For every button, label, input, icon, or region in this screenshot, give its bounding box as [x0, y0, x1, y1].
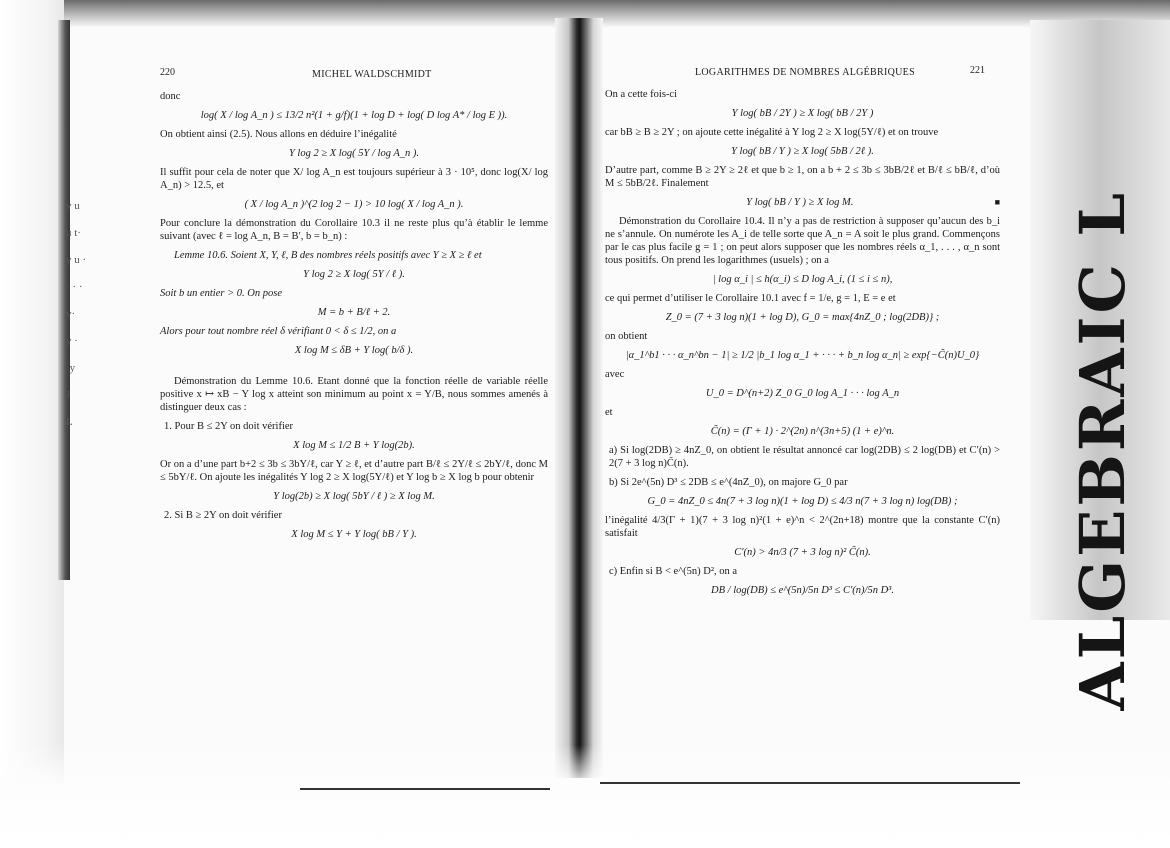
margin-scrap: u t· [66, 227, 81, 239]
scan-bottom-edge-left [300, 788, 550, 790]
case-paragraph: c) Enfin si B < e^(5n) D², on a [609, 566, 738, 577]
text-line: donc [160, 91, 181, 102]
margin-scrap: y · [66, 335, 78, 347]
equation: DB / log(DB) ≤ e^(5n)/5n D³ ≤ C′(n)/5n D³. [711, 585, 894, 596]
scan-left-edge [0, 0, 64, 848]
margin-scraps [66, 200, 126, 443]
scan-bottom-area [0, 745, 1170, 848]
case-heading: 2. Si B ≥ 2Y on doit vérifier [164, 510, 282, 521]
left-page [160, 66, 548, 706]
equation: G_0 = 4nZ_0 ≤ 4n(7 + 3 log n)(1 + log D) ≤ 4/3 n(7 + 3 log n) log(DB) ; [647, 496, 958, 507]
paragraph: Or on a d’une part b+2 ≤ 3b ≤ 3bY/ℓ, car Y ≥ ℓ, et d’autre part B/ℓ ≤ 2Y/ℓ ≤ 2bY/ℓ, donc M ≤ 5bY/ℓ. On ajoute les inégalités Y log 2 ≥ X log(5Y/ℓ) et Y log b ≥ X log b pour obtenir [160, 459, 548, 483]
running-head: MICHEL WALDSCHMIDT [312, 69, 432, 80]
spine-lettering: ALGEBRAIC L [1066, 190, 1139, 711]
proof-paragraph: Démonstration du Corollaire 10.4. Il n’y a pas de restriction à supposer qu’aucun des b_i ne s’annule. On numérote les A_i de telle sorte que A_n = A soit le plus grand. Commençons par le cas plus facile g = 1 ; on peut alors supposer que les nombres réels α_1, . . . , α_n sont tous positifs. On prend les logarithmes (usuels) ; on a [605, 216, 1000, 266]
equation: Y log( bB / Y ) ≥ X log( 5bB / 2ℓ ). [731, 146, 874, 157]
qed-mark: ■ [994, 197, 1000, 207]
text-line: et [605, 407, 613, 418]
margin-scrap: v u [66, 200, 80, 212]
running-head: LOGARITHMES DE NOMBRES ALGÉBRIQUES [695, 67, 915, 78]
equation: M = b + B/ℓ + 2. [317, 307, 391, 318]
equation: U_0 = D^(n+2) Z_0 G_0 log A_1 · · · log A_n [705, 388, 900, 399]
paragraph: Pour conclure la démonstration du Corollaire 10.3 il ne reste plus qu’à établir le lemme suivant (avec ℓ = log A_n, B = B′, b = b_n) : [160, 218, 548, 242]
scan-bottom-edge-right [600, 782, 1020, 784]
equation: C′(n) > 4n/3 (7 + 3 log n)² C̃(n). [734, 547, 871, 558]
equation: Y log 2 ≥ X log( 5Y / ℓ ). [303, 269, 405, 280]
margin-scrap: · · · [66, 281, 83, 293]
equation: X log M ≤ δB + Y log( b/δ ). [294, 345, 414, 356]
margin-scrap: ·y [66, 362, 76, 374]
equation: log( X / log A_n ) ≤ 13/2 n²(1 + g/f)(1 + log D + log( D log A* / log E )). [200, 110, 508, 121]
margin-scrap: y u · [66, 254, 87, 266]
text-line: avec [605, 369, 625, 380]
lemma-statement: Lemme 10.6. Soient X, Y, ℓ, B des nombres réels positifs avec Y ≥ X ≥ ℓ et [174, 250, 482, 261]
equation: X log M ≤ 1/2 B + Y log(2b). [293, 440, 415, 451]
equation: Y log(2b) ≥ X log( 5bY / ℓ ) ≥ X log M. [273, 491, 435, 502]
paragraph: l’inégalité 4/3(Γ + 1)(7 + 3 log n)²(1 + e)^n < 2^(2n+18) montre que la constante C′(n) satisfait [605, 515, 1000, 539]
case-paragraph: b) Si 2e^(5n) D³ ≤ 2DB ≤ e^(4nZ_0), on majore G_0 par [609, 477, 848, 488]
equation: | log α_i | ≤ h(α_i) ≤ D log A_i, (1 ≤ i ≤ n), [712, 274, 893, 285]
paragraph: ce qui permet d’utiliser le Corollaire 10.1 avec f = 1/e, g = 1, E = e et [605, 293, 896, 304]
left-page-header [160, 66, 548, 90]
paragraph: Il suffit pour cela de noter que X/ log A_n est toujours supérieur à 3 · 10⁵, donc log(X/ log A_n) > 12.5, et [160, 167, 548, 191]
page-number: 221 [970, 65, 985, 76]
page-number: 220 [160, 67, 175, 78]
case-paragraph: a) Si log(2DB) ≥ 4nZ_0, on obtient le résultat annoncé car log(2DB) ≤ 2 log(DB) et C′(n) > 2(7 + 3 log n)C̃(n). [609, 445, 1000, 469]
margin-scrap: L [66, 416, 73, 428]
equation: Y log 2 ≥ X log( 5Y / log A_n ). [288, 148, 420, 159]
paragraph: On obtient ainsi (2.5). Nous allons en déduire l’inégalité [160, 129, 397, 140]
equation: ( X / log A_n )^(2 log 2 − 1) > 10 log( X / log A_n ). [244, 199, 464, 210]
lemma-text: Soit b un entier > 0. On pose [160, 288, 282, 299]
equation: X log M ≤ Y + Y log( bB / Y ). [291, 529, 417, 540]
paragraph: car bB ≥ B ≥ 2Y ; on ajoute cette inégalité à Y log 2 ≥ X log(5Y/ℓ) et on trouve [605, 127, 939, 138]
equation: Z_0 = (7 + 3 log n)(1 + log D), G_0 = max{4nZ_0 ; log(2DB)} ; [665, 312, 940, 323]
equation: |α_1^b1 · · · α_n^bn − 1| ≥ 1/2 |b_1 log α_1 + · · · + b_n log α_n| ≥ exp{−C̃(n)U_0} [625, 350, 980, 361]
margin-scrap: y· [66, 308, 76, 320]
text-line: On a cette fois-ci [605, 89, 678, 100]
equation: Y log( bB / 2Y ) ≥ X log( bB / 2Y ) [731, 108, 874, 119]
margin-scrap: J [66, 389, 71, 401]
right-page-header [605, 64, 1000, 88]
proof-paragraph: Démonstration du Lemme 10.6. Etant donné que la fonction réelle de variable réelle positive x ↦ xB − Y log x atteint son minimum au point x = Y/B, nous sommes amenés à distinguer deux cas : [160, 376, 548, 413]
equation-text: Y log( bB / Y ) ≥ X log M. [746, 197, 854, 208]
case-heading: 1. Pour B ≤ 2Y on doit vérifier [164, 421, 294, 432]
equation: C̃(n) = (Γ + 1) · 2^(2n) n^(3n+5) (1 + e)^n. [710, 426, 895, 437]
book-gutter [555, 18, 603, 778]
equation [605, 196, 1000, 209]
right-page [605, 64, 1000, 704]
text-line: on obtient [605, 331, 648, 342]
paragraph: D’autre part, comme B ≥ 2Y ≥ 2ℓ et que b ≥ 1, on a b + 2 ≤ 3b ≤ 3bB/2ℓ et B/ℓ ≤ bB/ℓ, d’où M ≤ 5bB/2ℓ. Finalement [605, 165, 1000, 189]
lemma-text: Alors pour tout nombre réel δ vérifiant 0 < δ ≤ 1/2, on a [160, 326, 397, 337]
